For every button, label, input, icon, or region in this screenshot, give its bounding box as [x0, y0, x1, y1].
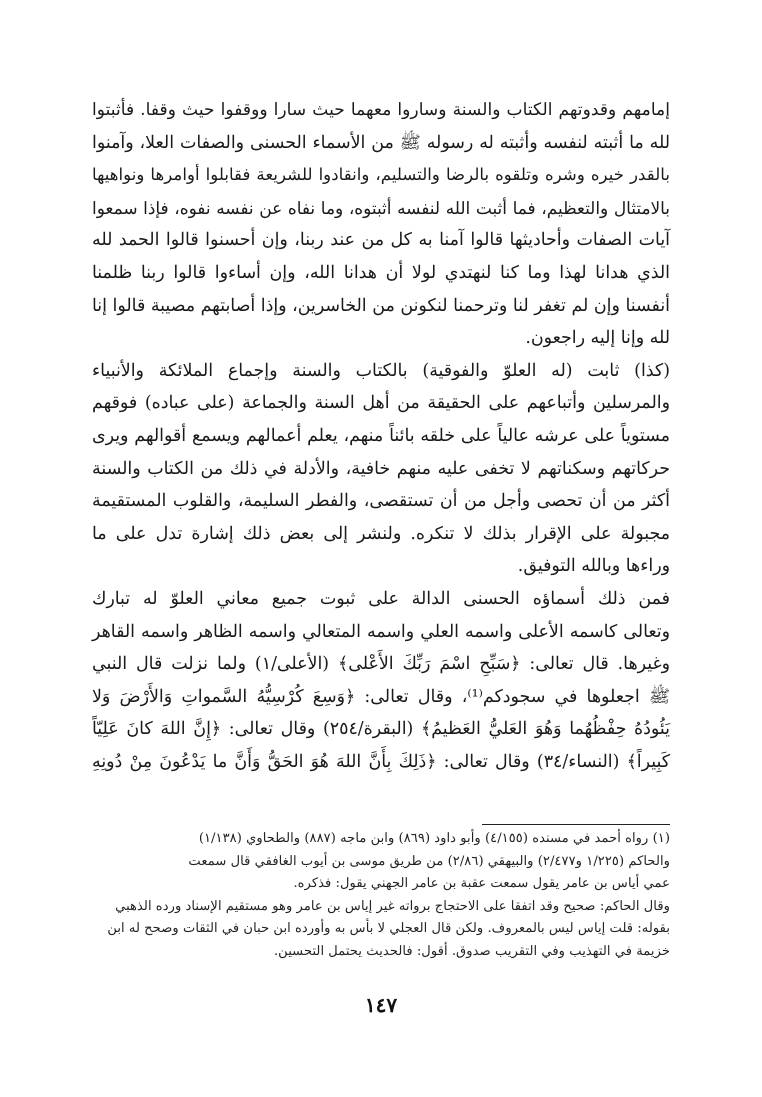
- body-line: يَئُودُهُ حِفْظُهُما وَهُوَ العَليُّ العَظيمُ﴾ (البقرة/٢٥٤) وقال تعالى: ﴿إِنَّ اللهَ كانَ عَلِيّاً: [92, 719, 670, 740]
- footnote-line: وقال الحاكم: صحيح وقد اتفقا على الاحتجاج برواته غير إياس بن عامر وهو مستقيم الإسناد ورده الذهبي: [115, 898, 670, 914]
- body-line: كَبِيراً﴾ (النساء/٣٤) وقال تعالى: ﴿ذَلِكَ بِأَنَّ اللهَ هُوَ الحَقُّ وَأَنَّ ما يَدْعُونَ مِنْ دُونِهِ: [92, 751, 670, 772]
- body-line: بالقدر خيره وشره وتلقوه بالرضا والتسليم، وانقادوا للشريعة فقابلوا أوامرها ونواهيها: [92, 165, 670, 185]
- body-line: وراءها وبالله التوفيق.: [517, 556, 670, 577]
- body-line: (كذا) ثابت (له العلوّ والفوقية) بالكتاب والسنة وإجماع الملائكة والأنبياء: [92, 360, 670, 381]
- body-line: أكثر من أن تحصى وأجل من أن تستقصى، والفطر السليمة، والقلوب المستقيمة: [92, 491, 670, 512]
- page-number: ١٤٧: [364, 993, 398, 1017]
- body-line: آيات الصفات وأحاديثها قالوا آمنا به كل من عند ربنا، وإن أحسنوا قالوا الحمد لله: [92, 230, 670, 251]
- footnote-separator: [482, 824, 670, 825]
- body-line: وغيرها. قال تعالى: ﴿سَبِّحِ اسْمَ رَبِّكَ الأَعْلى﴾ (الأعلى/١) ولما نزلت قال النبي: [92, 654, 670, 675]
- footnote-line: والحاكم (١/٢٢٥ و٢/٤٧٧) والبيهقي (٢/٨٦) من طريق موسى بن أيوب الغافقي قال سمعت: [188, 853, 670, 869]
- footnote-line: عمي أياس بن عامر يقول سمعت عقبة بن عامر الجهني يقول: فذكره.: [293, 876, 670, 892]
- body-line: فمن ذلك أسماؤه الحسنى الدالة على ثبوت جميع معاني العلوّ له تبارك: [92, 588, 670, 609]
- body-line: مجبولة على الإقرار بذلك لا تنكره. ولنشر إلى بعض ذلك إشارة تدل على ما: [92, 523, 670, 544]
- body-line: والمرسلين وأتباعهم على الحقيقة من أهل السنة والجماعة (على عباده) فوقهم: [92, 393, 670, 414]
- footnote-line: (١) رواه أحمد في مسنده (٤/١٥٥) وأبو داود (٨٦٩) وابن ماجه (٨٨٧) والطحاوي (١/١٣٨): [198, 831, 670, 846]
- body-line: حركاتهم وسكناتهم لا تخفى عليه منهم خافية، والأدلة في ذلك من الكتاب والسنة: [92, 458, 670, 479]
- footnote-line: خزيمة في التهذيب وفي التقريب صدوق. أقول: فالحديث يحتمل التحسين.: [273, 943, 670, 959]
- body-line: ﷺ اجعلوها في سجودكم⁽¹⁾، وقال تعالى: ﴿وَسِعَ كُرْسِيُّهُ السَّمواتِ وَالأَرْضَ وَلا: [92, 686, 670, 707]
- footnotes: [92, 828, 670, 964]
- body-line: مستوياً على عرشه عالياً على خلقه بائناً منهم، يعلم أعمالهم ويسمع أقوالهم ويرى: [92, 425, 670, 446]
- body-line: وتعالى كاسمه الأعلى واسمه العلي واسمه المتعالي واسمه الظاهر واسمه القاهر: [92, 621, 670, 642]
- body-line: أنفسنا وإن لم تغفر لنا وترحمنا لنكونن من الخاسرين، وإذا أصابتهم مصيبة قالوا إنا: [92, 295, 670, 316]
- body-line: لله ما أثبته لنفسه وأثبته له رسوله ﷺ من الأسماء الحسنى والصفات العلا، وآمنوا: [92, 132, 670, 153]
- body-line: إمامهم وقدوتهم الكتاب والسنة وساروا معهما حيث سارا ووقفوا حيث وقفا. فأثبتوا: [92, 100, 670, 120]
- body-text: [92, 94, 670, 778]
- body-line: لله وإنا إليه راجعون.: [525, 328, 670, 349]
- footnote-line: بقوله: قلت إياس ليس بالمعروف. ولكن قال العجلي لا بأس به وأورده ابن حبان في الثقات وصحح له ابن: [107, 921, 670, 937]
- body-line: الذي هدانا لهذا وما كنا لنهتدي لولا أن هدانا الله، وإن أساءوا قالوا ربنا ظلمنا: [92, 262, 670, 283]
- body-line: بالامتثال والتعظيم، فما أثبت الله لنفسه أثبتوه، وما نفاه عن نفسه نفوه، فإذا سمعوا: [92, 197, 670, 218]
